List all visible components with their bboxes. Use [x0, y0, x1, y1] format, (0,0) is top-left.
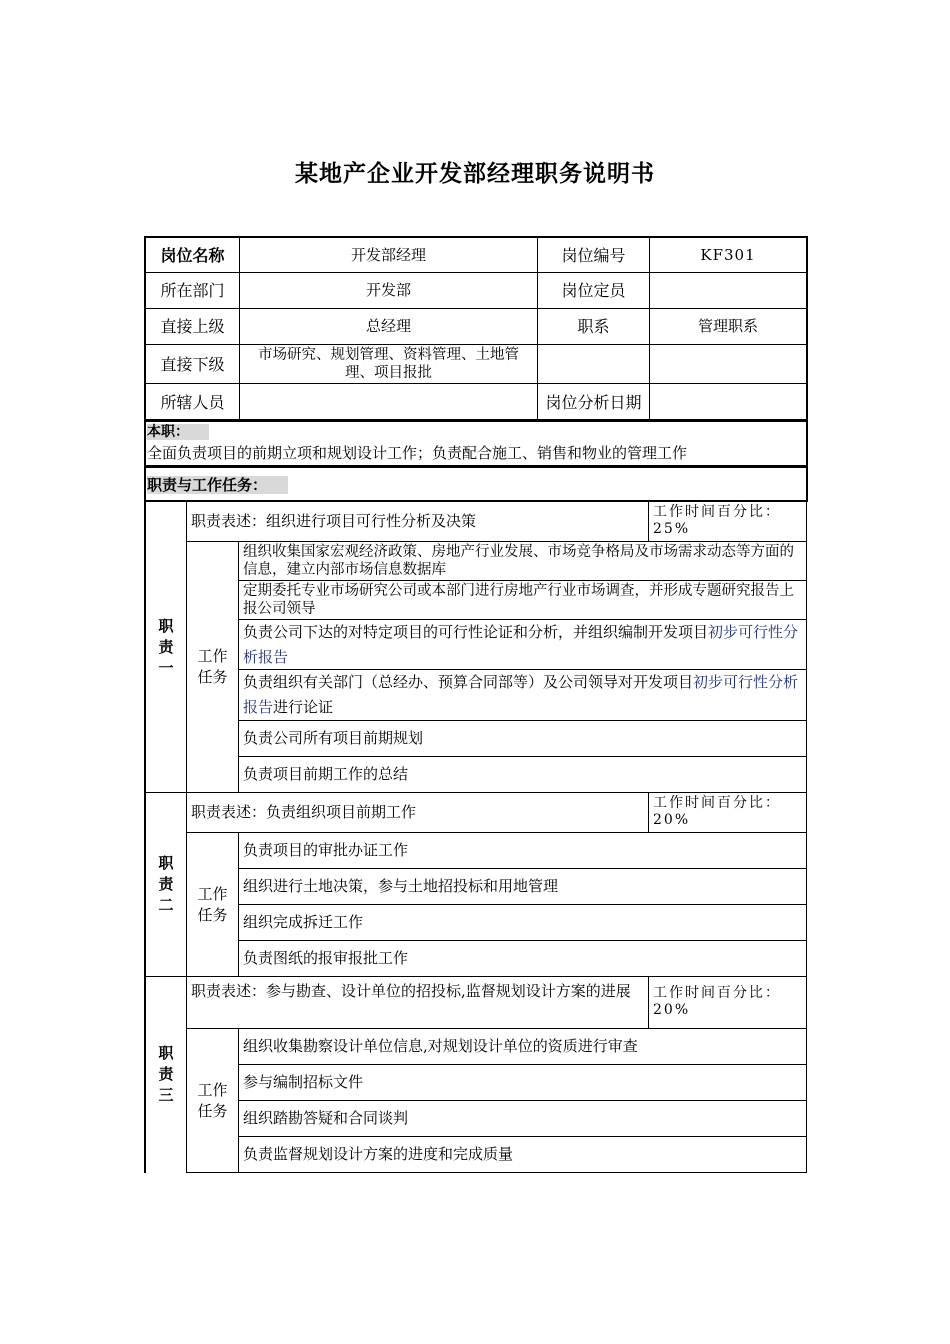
duty-1-task-1: 组织收集国家宏观经济政策、房地产行业发展、市场竞争格局及市场需求动态等方面的信息，建立内部市场信息数据库 [243, 544, 794, 578]
duty-3-time [649, 983, 806, 1027]
duty-3-desc: 职责表述：参与勘查、设计单位的招投标,监督规划设计方案的进展 [191, 982, 631, 1000]
duty-3-task-2: 参与编制招标文件 [243, 1073, 364, 1091]
duty-1-time-value: 25% [653, 521, 691, 537]
label-highlight-pad [189, 424, 209, 440]
duty-2-task-1: 负责项目的审批办证工作 [243, 841, 409, 859]
duty-1-task-3 [239, 620, 806, 669]
duty-3-task-label [187, 1029, 238, 1172]
duty-2-task-label-text: 工作任务 [197, 884, 228, 924]
staffing-value [650, 273, 806, 308]
duty-3-task-4: 负责监督规划设计方案的进度和完成质量 [243, 1145, 514, 1163]
subordinate-value: 市场研究、规划管理、资料管理、土地管理、项目报批 [258, 347, 519, 381]
duty-1-task-4 [239, 670, 806, 720]
report-link-text: 初步可行性分析报告 [243, 622, 799, 666]
duty-1-task-label-text: 工作任务 [197, 647, 228, 686]
duty-1-task-2: 定期委托专业市场研究公司或本部门进行房地产行业市场调查，并形成专题研究报告上报公司领导 [243, 583, 794, 617]
staffing-label: 岗位定员 [561, 281, 626, 300]
post-name-label: 岗位名称 [160, 245, 225, 265]
duty-2-label-text: 职责二 [158, 854, 174, 914]
post-name-value: 开发部经理 [350, 245, 426, 264]
duties-header-text: 职责与工作任务： [147, 476, 268, 494]
duty-summary-text: 全面负责项目的前期立项和规划设计工作；负责配合施工、销售和物业的管理工作 [147, 444, 688, 462]
label-highlight-pad [267, 476, 288, 494]
post-no-label: 岗位编号 [561, 245, 626, 265]
duty-1-task-3-text: 负责公司下达的对特定项目的可行性论证和分析，并组织编制开发项目 [243, 622, 709, 641]
page-title: 某地产企业开发部经理职务说明书 [295, 161, 655, 187]
blank-cell [650, 345, 806, 383]
analysis-date-value [650, 384, 806, 420]
superior-label: 直接上级 [160, 317, 225, 336]
duty-summary-label-text: 本职： [147, 424, 189, 440]
analysis-date-label: 岗位分析日期 [545, 392, 642, 412]
staff-value [240, 384, 537, 420]
job-family-value: 管理职系 [697, 317, 758, 335]
row-divider [145, 976, 807, 977]
duty-2-time-value: 20% [653, 812, 691, 828]
row-divider [186, 1172, 807, 1173]
superior-value: 总经理 [365, 317, 411, 335]
dept-label: 所在部门 [160, 281, 225, 300]
duty-1-task-4-tail: 进行论证 [273, 698, 334, 716]
duty-summary-label [147, 423, 209, 442]
job-family-label: 职系 [577, 317, 610, 336]
duty-1-task-6: 负责项目前期工作的总结 [243, 765, 409, 783]
dept-value: 开发部 [365, 281, 411, 299]
duty-1-time [649, 502, 806, 541]
duty-3-task-3: 组织踏勘答疑和合同谈判 [243, 1109, 409, 1127]
blank-cell [538, 345, 649, 383]
staff-label: 所辖人员 [160, 392, 225, 412]
duty-3-label-text: 职责三 [158, 1044, 174, 1104]
duty-3-task-label-text: 工作任务 [197, 1080, 228, 1120]
duty-1-time-label: 工作时间百分比： [653, 504, 781, 520]
duty-3-time-value: 20% [653, 1002, 691, 1018]
duty-2-task-2: 组织进行土地决策，参与土地招投标和用地管理 [243, 877, 559, 895]
duty-1-desc: 职责表述：组织进行项目可行性分析及决策 [191, 512, 477, 530]
report-link-text: 初步可行性分析报告 [243, 673, 799, 716]
duty-1-task-5: 负责公司所有项目前期规划 [243, 729, 424, 747]
duty-2-task-3: 组织完成拆迁工作 [243, 913, 364, 931]
duty-3-label [146, 977, 186, 1172]
duty-3-task-1: 组织收集勘察设计单位信息,对规划设计单位的资质进行审查 [243, 1037, 638, 1055]
duty-2-task-4: 负责图纸的报审报批工作 [243, 949, 409, 967]
duty-2-label [146, 793, 186, 976]
duty-1-task-4-text: 负责组织有关部门（总经办、预算合同部等）及公司领导对开发项目 [243, 673, 694, 691]
subordinate-label: 直接下级 [160, 354, 225, 374]
duties-header [147, 476, 288, 495]
duty-2-task-label [187, 833, 238, 976]
duty-2-time-label: 工作时间百分比： [653, 795, 781, 811]
duty-2-desc: 职责表述：负责组织项目前期工作 [191, 803, 417, 821]
duty-area-right-border [806, 501, 808, 1173]
duty-1-label-text: 职责一 [158, 616, 174, 677]
duty-1-task-label [187, 542, 238, 792]
duty-1-label [146, 502, 186, 792]
post-no-value: KF301 [700, 245, 756, 264]
duty-2-time [649, 793, 806, 832]
duty-3-time-label: 工作时间百分比： [653, 985, 781, 1001]
